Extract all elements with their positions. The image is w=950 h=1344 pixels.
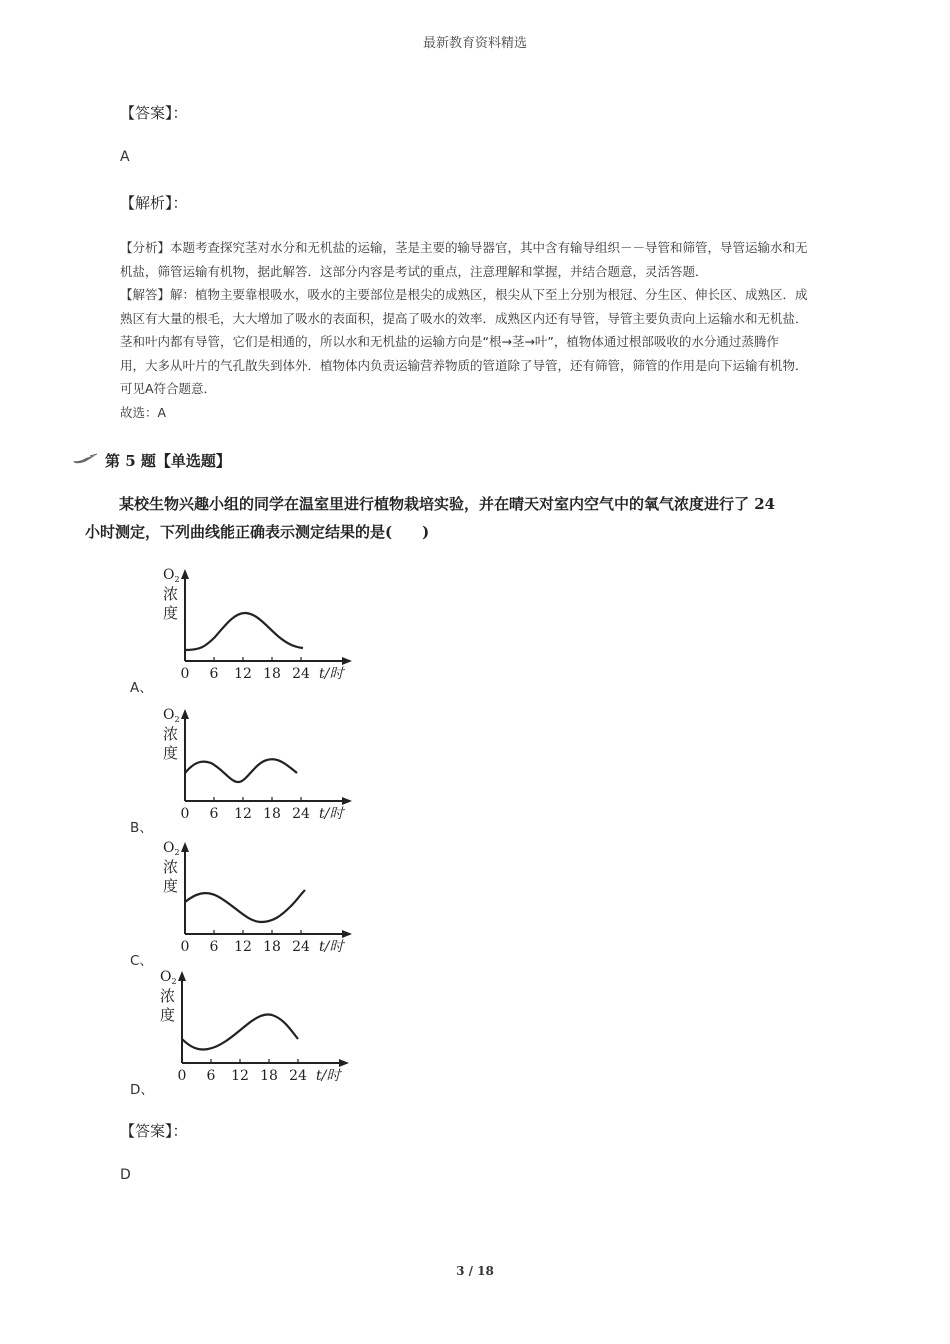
x-axis-arrow bbox=[342, 797, 352, 805]
analysis-line: 【解答】解：植物主要靠根吸水，吸水的主要部位是根尖的成熟区，根尖从下至上分别为根冠、分生区、伸长区、成熟区．成 bbox=[120, 287, 808, 302]
answer-label: 【答案】： bbox=[120, 1122, 188, 1140]
y-axis-label-subscript: 2 bbox=[174, 848, 180, 857]
x-tick-label: 0 bbox=[177, 1068, 187, 1084]
analysis-label: 【解析】： bbox=[120, 194, 188, 212]
o2-curve bbox=[185, 613, 303, 650]
o2-curve bbox=[185, 759, 297, 782]
y-axis-arrow bbox=[181, 569, 189, 579]
x-tick-label: 0 bbox=[180, 806, 190, 822]
x-tick-label: 18 bbox=[263, 666, 281, 682]
x-tick-label: 24 bbox=[292, 666, 310, 682]
y-axis-arrow bbox=[181, 709, 189, 719]
y-axis-label: 度 bbox=[163, 604, 179, 622]
o2-curve bbox=[182, 1015, 298, 1050]
x-tick-label: 0 bbox=[180, 666, 190, 682]
option-c-label[interactable]: C、 bbox=[130, 953, 153, 969]
x-tick-label: 18 bbox=[260, 1068, 278, 1084]
analysis-text bbox=[120, 236, 890, 424]
graph-c bbox=[155, 838, 375, 956]
x-tick-label: 6 bbox=[209, 939, 219, 955]
x-axis-arrow bbox=[339, 1059, 349, 1067]
question-line: 小时测定，下列曲线能正确表示测定结果的是( ) bbox=[85, 523, 430, 541]
x-axis-arrow bbox=[342, 930, 352, 938]
x-tick-label: 24 bbox=[292, 806, 310, 822]
y-axis-label-o2: $O_2$ bbox=[160, 969, 177, 986]
y-axis-label-o2: $O_2$ bbox=[163, 707, 180, 724]
question-line: 某校生物兴趣小组的同学在温室里进行植物栽培实验，并在晴天对室内空气中的氧气浓度进行了 24 bbox=[119, 495, 776, 513]
x-tick-label: 12 bbox=[234, 939, 252, 955]
y-axis-label: 浓 bbox=[163, 858, 179, 876]
analysis-line: 茎和叶内都有导管，它们是相通的，所以水和无机盐的运输方向是“根→茎→叶”，植物体通过根部吸收的水分通过蒸腾作 bbox=[120, 334, 779, 349]
analysis-line: 用，大多从叶片的气孔散失到体外．植物体内负责运输营养物质的管道除了导管，还有筛管，筛管的作用是向下运输有机物． bbox=[120, 357, 808, 373]
question-marker-icon bbox=[72, 453, 98, 465]
x-axis-unit: t/时 bbox=[319, 939, 344, 955]
x-tick-label: 12 bbox=[231, 1068, 249, 1084]
page-header: 最新教育资料精选 bbox=[422, 36, 527, 51]
y-axis-label-subscript: 2 bbox=[174, 575, 180, 584]
analysis-line: 故选：A bbox=[120, 404, 167, 420]
x-tick-label: 24 bbox=[289, 1068, 307, 1084]
option-graph-c[interactable] bbox=[155, 838, 375, 960]
x-tick-label: 6 bbox=[209, 666, 219, 682]
y-axis-label-o2: $O_2$ bbox=[163, 567, 180, 584]
o2-curve bbox=[185, 890, 305, 922]
y-axis-label: 度 bbox=[163, 877, 179, 895]
y-axis-label: 浓 bbox=[163, 725, 179, 743]
y-axis-label-subscript: 2 bbox=[174, 715, 180, 724]
question-stem bbox=[85, 490, 865, 546]
x-tick-label: 12 bbox=[234, 666, 252, 682]
x-axis-unit: t/时 bbox=[316, 1068, 341, 1084]
x-axis-arrow bbox=[342, 657, 352, 665]
option-graph-d[interactable] bbox=[152, 967, 372, 1089]
analysis-line: 熟区有大量的根毛，大大增加了吸水的表面积，提高了吸水的效率．成熟区内还有导管，导管主要负责向上运输水和无机盐． bbox=[120, 310, 808, 326]
x-tick-label: 18 bbox=[263, 939, 281, 955]
answer-label: 【答案】： bbox=[120, 104, 188, 122]
page-number: 3 / 18 bbox=[456, 1264, 494, 1278]
x-tick-label: 6 bbox=[206, 1068, 216, 1084]
x-axis-unit: t/时 bbox=[319, 666, 344, 682]
y-axis-label-o2: $O_2$ bbox=[163, 840, 180, 857]
graph-d bbox=[152, 967, 372, 1085]
x-tick-label: 12 bbox=[234, 806, 252, 822]
analysis-line: 【分析】本题考查探究茎对水分和无机盐的运输，茎是主要的输导器官，其中含有输导组织－－导管和筛管，导管运输水和无 bbox=[120, 240, 808, 255]
question-title: 第 5 题【单选题】 bbox=[105, 452, 231, 470]
y-axis-label: 度 bbox=[160, 1006, 176, 1024]
y-axis-label-subscript: 2 bbox=[171, 977, 177, 986]
y-axis-arrow bbox=[178, 971, 186, 981]
graph-b bbox=[155, 705, 375, 823]
graph-a bbox=[155, 565, 375, 683]
option-graph-a[interactable] bbox=[155, 565, 375, 687]
x-tick-label: 18 bbox=[263, 806, 281, 822]
option-graph-b[interactable] bbox=[155, 705, 375, 827]
analysis-line: 机盐，筛管运输有机物，据此解答．这部分内容是考试的重点，注意理解和掌握，并结合题意，灵活答题． bbox=[120, 263, 708, 279]
y-axis-label: 度 bbox=[163, 744, 179, 762]
option-d-label[interactable]: D、 bbox=[130, 1082, 154, 1098]
answer-value: D bbox=[120, 1167, 131, 1183]
answer-value: A bbox=[120, 149, 130, 165]
y-axis-label: 浓 bbox=[163, 585, 179, 603]
option-b-label[interactable]: B、 bbox=[130, 820, 153, 836]
x-tick-label: 0 bbox=[180, 939, 190, 955]
x-tick-label: 24 bbox=[292, 939, 310, 955]
x-tick-label: 6 bbox=[209, 806, 219, 822]
analysis-line: 可见A符合题意． bbox=[120, 381, 217, 396]
y-axis-arrow bbox=[181, 842, 189, 852]
x-axis-unit: t/时 bbox=[319, 806, 344, 822]
y-axis-label: 浓 bbox=[160, 987, 176, 1005]
option-a-label[interactable]: A、 bbox=[130, 680, 153, 696]
